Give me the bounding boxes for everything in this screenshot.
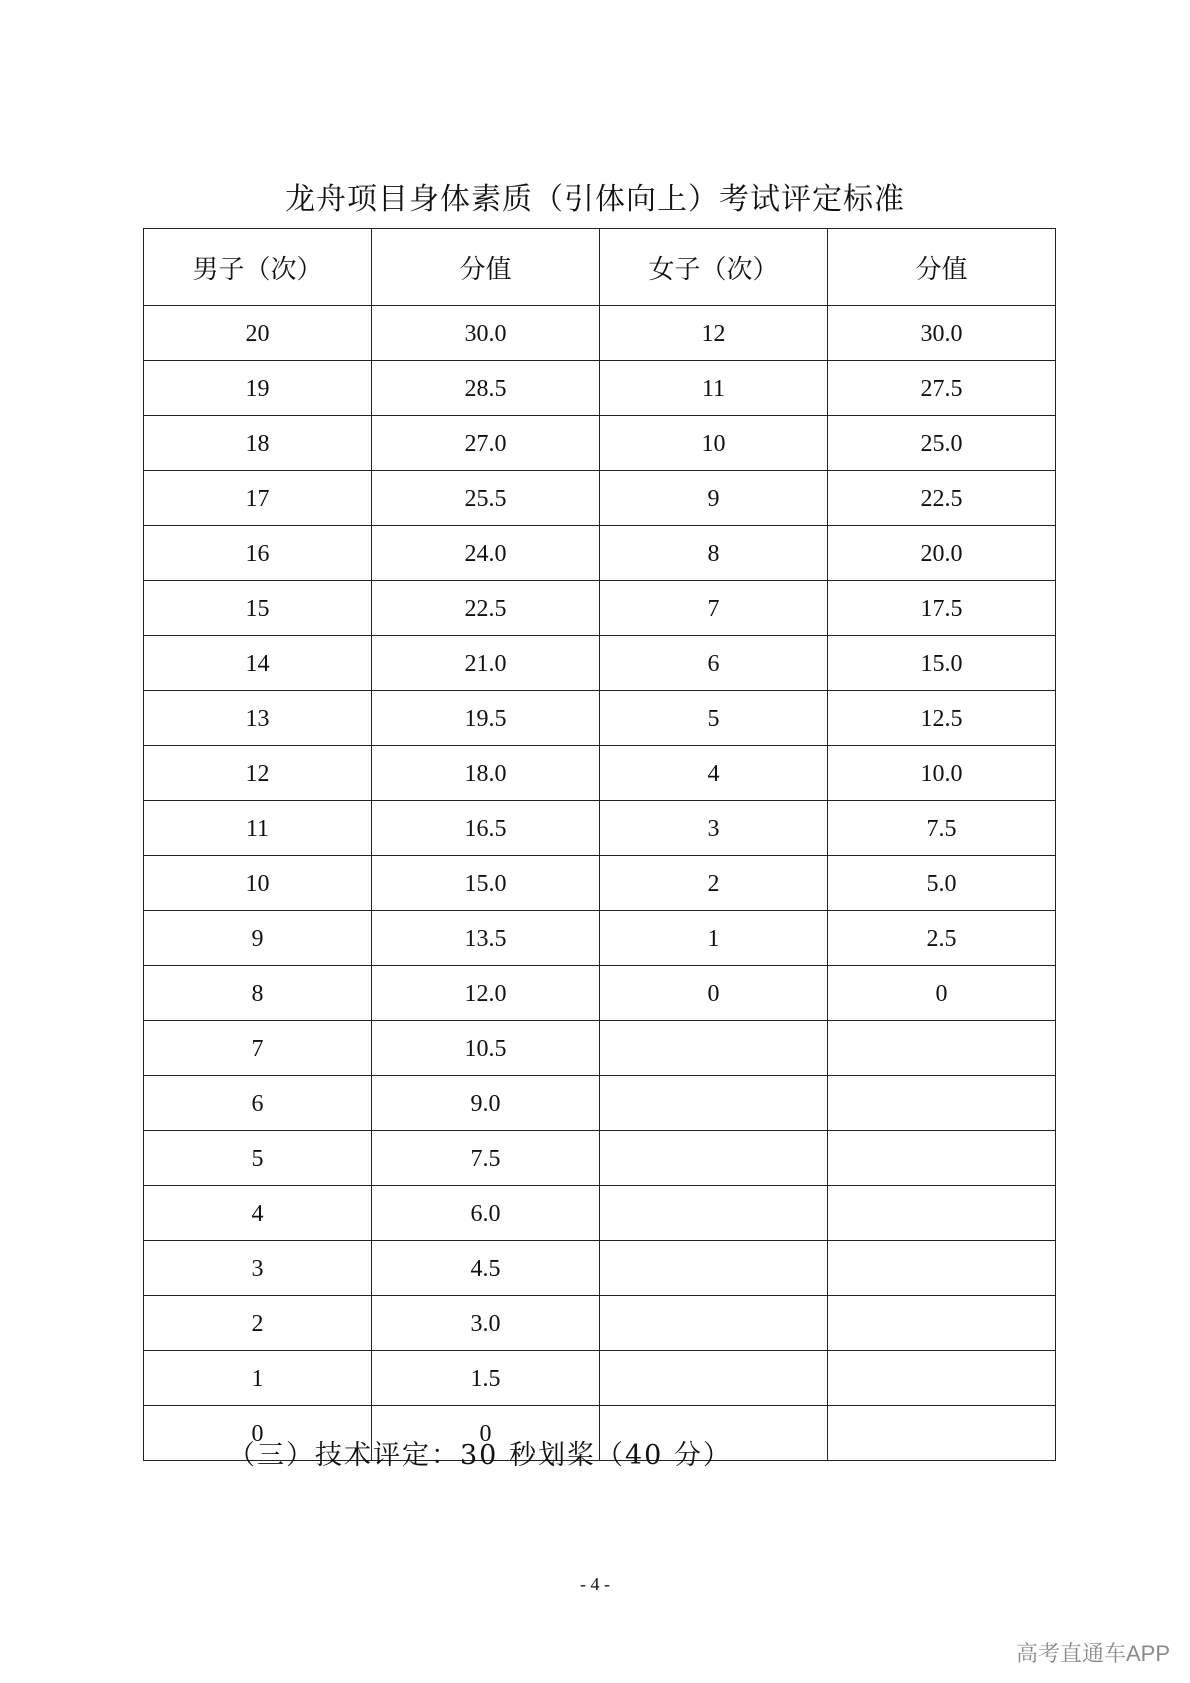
table-row: [144, 471, 1056, 526]
male-score-cell: 6.0: [372, 1186, 600, 1241]
female-count-cell: [600, 1241, 828, 1296]
female-count-cell: 4: [600, 746, 828, 801]
male-count-cell: 6: [144, 1076, 372, 1131]
header-female-score: 分值: [828, 229, 1056, 306]
female-count-cell: 7: [600, 581, 828, 636]
male-score-cell: 30.0: [372, 306, 600, 361]
table-row: [144, 1296, 1056, 1351]
male-score-cell: 18.0: [372, 746, 600, 801]
female-score-cell: 25.0: [828, 416, 1056, 471]
female-count-cell: 11: [600, 361, 828, 416]
male-count-cell: 8: [144, 966, 372, 1021]
female-count-cell: 0: [600, 966, 828, 1021]
male-score-cell: 4.5: [372, 1241, 600, 1296]
male-count-cell: 19: [144, 361, 372, 416]
female-score-cell: [828, 1076, 1056, 1131]
male-count-cell: 1: [144, 1351, 372, 1406]
header-female-count: 女子（次）: [600, 229, 828, 306]
score-table: [143, 228, 1056, 1461]
table-row: [144, 856, 1056, 911]
watermark: 高考直通车APP: [1015, 1641, 1170, 1666]
table-row: [144, 1131, 1056, 1186]
female-score-cell: 7.5: [828, 801, 1056, 856]
male-count-cell: 18: [144, 416, 372, 471]
male-count-cell: 5: [144, 1131, 372, 1186]
male-count-cell: 9: [144, 911, 372, 966]
female-score-cell: 2.5: [828, 911, 1056, 966]
male-score-cell: 12.0: [372, 966, 600, 1021]
male-score-cell: 13.5: [372, 911, 600, 966]
female-score-cell: [828, 1296, 1056, 1351]
female-count-cell: 1: [600, 911, 828, 966]
male-score-cell: 0: [372, 1406, 600, 1461]
female-score-cell: [828, 1406, 1056, 1461]
female-score-cell: 22.5: [828, 471, 1056, 526]
section-heading: （三）技术评定：30 秒划桨（40 分）: [228, 1440, 732, 1471]
male-count-cell: 20: [144, 306, 372, 361]
female-score-cell: 27.5: [828, 361, 1056, 416]
table-row: [144, 1241, 1056, 1296]
table-row: [144, 636, 1056, 691]
male-score-cell: 28.5: [372, 361, 600, 416]
female-score-cell: [828, 1131, 1056, 1186]
table-row: [144, 691, 1056, 746]
table-row: [144, 966, 1056, 1021]
female-count-cell: [600, 1021, 828, 1076]
female-count-cell: 5: [600, 691, 828, 746]
female-count-cell: [600, 1131, 828, 1186]
male-score-cell: 9.0: [372, 1076, 600, 1131]
table-header-row: [144, 229, 1056, 306]
male-score-cell: 19.5: [372, 691, 600, 746]
female-count-cell: 12: [600, 306, 828, 361]
table-row: [144, 746, 1056, 801]
male-count-cell: 17: [144, 471, 372, 526]
female-score-cell: [828, 1241, 1056, 1296]
female-count-cell: 10: [600, 416, 828, 471]
male-score-cell: 10.5: [372, 1021, 600, 1076]
male-score-cell: 1.5: [372, 1351, 600, 1406]
page-title: 龙舟项目身体素质（引体向上）考试评定标准: [285, 182, 905, 217]
page-number: - 4 -: [580, 1574, 610, 1594]
table-row: [144, 1351, 1056, 1406]
female-count-cell: [600, 1076, 828, 1131]
table-row: [144, 1186, 1056, 1241]
male-score-cell: 22.5: [372, 581, 600, 636]
table-row: [144, 361, 1056, 416]
table-body: [144, 306, 1056, 1461]
female-score-cell: 20.0: [828, 526, 1056, 581]
female-count-cell: 3: [600, 801, 828, 856]
female-score-cell: [828, 1186, 1056, 1241]
table-row: [144, 1076, 1056, 1131]
header-male-score: 分值: [372, 229, 600, 306]
male-score-cell: 21.0: [372, 636, 600, 691]
table-row: [144, 581, 1056, 636]
female-score-cell: 30.0: [828, 306, 1056, 361]
female-count-cell: [600, 1186, 828, 1241]
table-row: [144, 1021, 1056, 1076]
male-score-cell: 25.5: [372, 471, 600, 526]
male-count-cell: 10: [144, 856, 372, 911]
female-score-cell: 5.0: [828, 856, 1056, 911]
male-count-cell: 3: [144, 1241, 372, 1296]
male-count-cell: 13: [144, 691, 372, 746]
female-score-cell: 0: [828, 966, 1056, 1021]
female-score-cell: 10.0: [828, 746, 1056, 801]
male-count-cell: 15: [144, 581, 372, 636]
female-count-cell: 9: [600, 471, 828, 526]
female-count-cell: 8: [600, 526, 828, 581]
male-count-cell: 16: [144, 526, 372, 581]
female-count-cell: 6: [600, 636, 828, 691]
male-score-cell: 16.5: [372, 801, 600, 856]
male-count-cell: 0: [144, 1406, 372, 1461]
female-count-cell: [600, 1296, 828, 1351]
female-count-cell: 2: [600, 856, 828, 911]
male-count-cell: 11: [144, 801, 372, 856]
male-count-cell: 12: [144, 746, 372, 801]
male-score-cell: 15.0: [372, 856, 600, 911]
female-score-cell: [828, 1351, 1056, 1406]
male-count-cell: 2: [144, 1296, 372, 1351]
female-score-cell: [828, 1021, 1056, 1076]
male-score-cell: 3.0: [372, 1296, 600, 1351]
male-count-cell: 14: [144, 636, 372, 691]
male-score-cell: 24.0: [372, 526, 600, 581]
table-row: [144, 306, 1056, 361]
header-male-count: 男子（次）: [144, 229, 372, 306]
male-count-cell: 7: [144, 1021, 372, 1076]
table-row: [144, 801, 1056, 856]
female-score-cell: 17.5: [828, 581, 1056, 636]
male-count-cell: 4: [144, 1186, 372, 1241]
female-score-cell: 12.5: [828, 691, 1056, 746]
male-score-cell: 7.5: [372, 1131, 600, 1186]
table-row: [144, 911, 1056, 966]
table-row: [144, 416, 1056, 471]
table-row: [144, 526, 1056, 581]
female-count-cell: [600, 1351, 828, 1406]
female-score-cell: 15.0: [828, 636, 1056, 691]
male-score-cell: 27.0: [372, 416, 600, 471]
